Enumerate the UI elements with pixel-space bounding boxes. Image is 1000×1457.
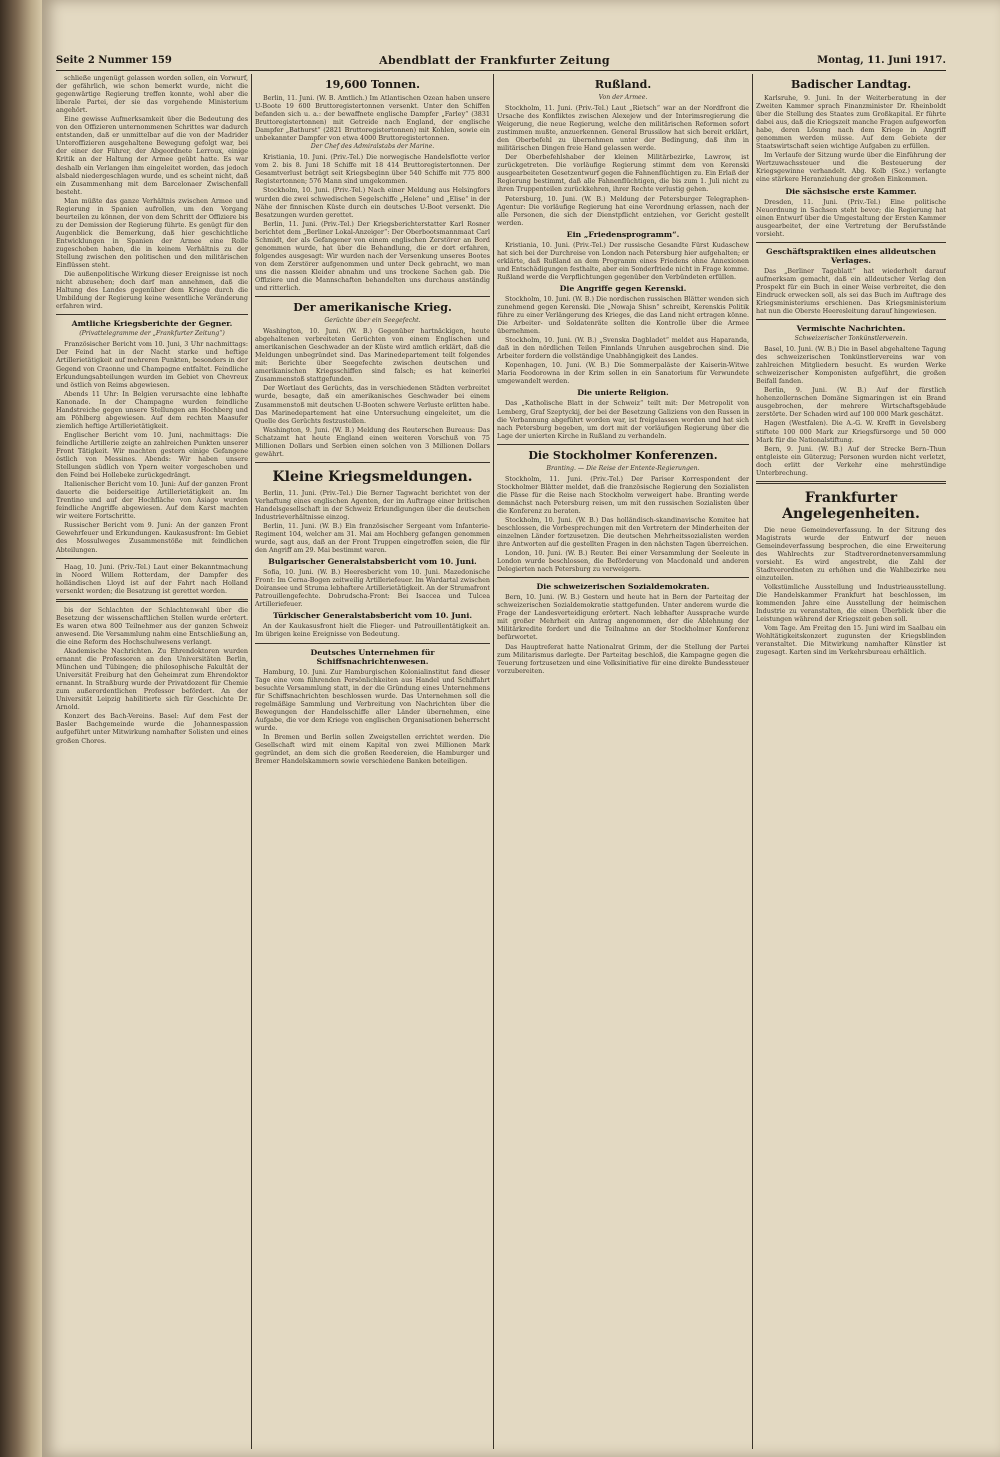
section-subheading: Schweizerischer Tonkünstlerverein. [794, 335, 908, 343]
article-paragraph: Englischer Bericht vom 10. Juni, nachmittags: Die feindliche Artillerie zeigte an zahlreichen Punkten unserer Front Tätigkeit. Wir machten gestern einige Gefangene östlich von Messines. Abends: Wir haben unsere Stellungen südlich von Ypern weiter vorgeschoben und den Feind bei Hollebeke zurückgedrängt. [56, 430, 248, 480]
article-paragraph: Basel, 10. Juni. (W. B.) Die in Basel abgehaltene Tagung des schweizerischen Tonkünstlervereins war von zahlreichen Mitgliedern besucht. Es wurden Werke schweizerischer Komponisten aufgeführt, die großen Beifall fanden. [756, 345, 946, 386]
article-paragraph: Stockholm, 11. Juni. (Priv.-Tel.) Laut „Rietsch“ war an der Nordfront die Ursache des Konfliktes zwischen Alexejew und der Interimsregierung die Weigerung, die neue Regierung, welche den militärischen Reformen sofort zustimmen mußte, anzuerkennen. General Brussilow hat sich bereit erklärt, den Oberbefehl zu übernehmen unter der Bedingung, daß ihm in militärischen Dingen freie Hand gelassen werde. [497, 104, 749, 153]
column-1 [56, 74, 248, 1449]
article-paragraph: Bern, 10. Juni. (W. B.) Gestern und heute hat in Bern der Parteitag der schweizerischen Sozialdemokratie stattgefunden. Unter anderem wurde die Frage der Landesverteidigung erörtert. Nach lebhafter Aussprache wurde mit großer Mehrheit ein Antrag angenommen, der die Ablehnung der Militärkredite fordert und die Teilnahme an der Stockholmer Konferenz befürwortet. [497, 593, 749, 642]
section-heading: Türkischer Generalstabsbericht vom 10. Juni. [272, 611, 473, 621]
article-paragraph: bis der Schlachten der Schlachtenwahl über die Besetzung der wissenschaftlichen Stellen wurde erörtert. Es waren etwa 800 Teilnehmer aus der ganzen Schweiz anwesend. Die Versammlung nahm eine Entschließung an, die eine Reform des Hochschulwesens verlangt. [56, 605, 248, 646]
article-paragraph: Die außenpolitische Wirkung dieser Ereignisse ist noch nicht abzusehen; doch darf man annehmen, daß die Haltung des Landes gegenüber dem Kriege durch die Umbildung der Regierung keine wesentliche Veränderung erfahren wird. [56, 270, 248, 311]
article-headline: 19,600 Tonnen. [324, 78, 420, 91]
article-paragraph: Abends 11 Uhr: In Belgien verursachte eine lebhafte Kanonade. In der Champagne wurden feindliche Handstreiche gegen unsere Stellungen am Hochberg und am Pöhlberg abgewiesen. Auf dem rechten Maasufer ziemlich heftige Artillerietätigkeit. [56, 389, 248, 430]
section-heading: Die Angriffe gegen Kerenski. [559, 283, 687, 293]
article-paragraph: Die neue Gemeindeverfassung. In der Sitzung des Magistrats wurde der Entwurf der neuen Gemeindeverfassung besprochen, die eine Erweiterung des Wahlrechts zur Stadtverordnetenversammlung vorsieht. Es wird angestrebt, die Zahl der Stadtverordneten zu erhöhen und die Wahlbezirke neu einzuteilen. [756, 525, 946, 583]
section-heading: Vermischte Nachrichten. [796, 324, 906, 334]
section-heading: Die unierte Religion. [577, 388, 669, 398]
header-masthead: Abendblatt der Frankfurter Zeitung [379, 53, 610, 67]
section-heading: Ein „Friedensprogramm“. [566, 229, 680, 239]
section-subheading: Gerüchte über ein Seegefecht. [324, 317, 421, 325]
article-headline: Der amerikanische Krieg. [293, 301, 452, 315]
section-rule [255, 462, 490, 463]
article-paragraph: Kristiania, 10. Juni. (Priv.-Tel.) Der russische Gesandte Fürst Kudaschew hat sich bei der Durchreise von London nach Petersburg hier aufgehalten; er erklärte, daß Rußland an dem Programm eines Friedens ohne Annexionen und Entschädigungen festhalte, aber ein Sonderfriede nicht in Frage komme. Rußland werde die Verpflichtungen gegenüber den Verbündeten erfüllen. [497, 240, 749, 281]
article-paragraph: Im Verlaufe der Sitzung wurde über die Einführung der Wertzuwachssteuer und die Besteuerung der Kriegsgewinne verhandelt. Abg. Kolb (Soz.) verlangte eine stärkere Heranziehung der großen Einkommen. [756, 151, 946, 184]
article-paragraph: Das Hauptreferat hatte Nationalrat Grimm, der die Stellung der Partei zum Militarismus darlegte. Der Parteitag beschloß, die Kampagne gegen die Teuerung fortzusetzen und eine Volksinitiative für eine direkte Bundessteuer vorzubereiten. [497, 642, 749, 675]
article-paragraph: Akademische Nachrichten. Zu Ehrendoktoren wurden ernannt die Professoren an den Universitäten Berlin, München und Tübingen; die philosophische Fakultät der Universität Freiburg hat den Geheimrat zum Ehrendoktor ernannt. In Straßburg wurde der Privatdozent für Chemie zum außerordentlichen Professor befördert. An der Universität Leipzig habilitierte sich für Geschichte Dr. Arnold. [56, 647, 248, 712]
header-rule [56, 70, 946, 71]
column-4 [756, 74, 946, 1449]
article-paragraph: Kristiania, 10. Juni. (Priv.-Tel.) Die norwegische Handelsflotte verlor vom 2. bis 8. Juni 18 Schiffe mit 18 414 Bruttoregistertonnen. Der Gesamtverlust beträgt seit Kriegsbeginn über 540 Schiffe mit 775 800 Registertonnen; 576 Mann sind umgekommen. [255, 153, 490, 186]
article-paragraph: Stockholm, 10. Juni. (W. B.) „Svenska Dagbladet“ meldet aus Haparanda, daß in den nördlichen Teilen Finnlands Unruhen ausgebrochen sind. Die Arbeiter fordern die vollständige Unabhängigkeit des Landes. [497, 336, 749, 361]
section-subheading: Branting. — Die Reise der Entente-Regierungen. [546, 464, 700, 472]
article-paragraph: schließe ungenügt gelassen worden sollen, ein Vorwurf, der gefährlich, wie schon bemerkt wurde, nicht die gegenwärtige Regierung treffen konnte, wohl aber die liberale Partei, der sie das vorgehende Ministerium angehört. [56, 74, 248, 115]
section-rule [497, 444, 749, 445]
article-headline: Frankfurter Angelegenheiten. [782, 489, 920, 522]
article-paragraph: Hamburg, 10. Juni. Zur Hamburgischen Kolonialinstitut fand dieser Tage eine vom führenden Persönlichkeiten aus Handel und Schiffahrt besuchte Versammlung statt, in der die Gründung eines Unternehmens für Schiffsnachrichten beschlossen wurde. Das Unternehmen soll die regelmäßige Sammlung und Verbreitung von Nachrichten über die Bewegungen der Handelsschiffe aller Länder übernehmen, eine Aufgabe, die vor dem Kriege von englischen Organisationen beherrscht wurde. [255, 667, 490, 732]
article-paragraph: Stockholm, 10. Juni. (W. B.) Das holländisch-skandinavische Komitee hat beschlossen, die Vorbesprechungen mit den Vertretern der Minderheiten der einzelnen Länder fortzusetzen. Die deutschen Mehrheitssozialisten werden ihre Antworten auf die gestellten Fragen in den nächsten Tagen überreichen. [497, 515, 749, 549]
article-paragraph: Das „Berliner Tageblatt“ hat wiederholt darauf aufmerksam gemacht, daß ein alldeutscher Verlag den Prospekt für ein Buch in einer Weise verbreitet, die den Eindruck erwecken soll, als sei das Buch im Auftrage des Kriegsministeriums erschienen. Das Kriegsministerium hat nun die Oberste Heeresleitung darauf hingewiesen. [756, 266, 946, 315]
section-subheading: (Privattelegramme der „Frankfurter Zeitung“) [79, 330, 225, 338]
article-headline: Kleine Kriegsmeldungen. [272, 468, 473, 485]
column-3 [497, 74, 749, 1449]
article-paragraph: Vom Tage. Am Freitag den 15. Juni wird im Saalbau ein Wohltätigkeitskonzert zugunsten der Kriegsblinden veranstaltet. Die Mitwirkung namhafter Künstler ist zugesagt. Karten sind im Verkehrsbureau erhältlich. [756, 624, 946, 657]
article-headline: Die Stockholmer Konferenzen. [528, 448, 718, 462]
article-headline: Badischer Landtag. [790, 78, 912, 91]
section-rule [497, 577, 749, 578]
book-spine [0, 0, 42, 1457]
section-heading: Die sächsische erste Kammer. [785, 186, 917, 196]
article-paragraph: Stockholm, 11. Juni. (Priv.-Tel.) Der Pariser Korrespondent der Stockholmer Blätter meldet, daß die französische Regierung den Sozialisten die Pässe für die Reise nach Stockholm verweigert habe. Branting werde demnächst nach Petersburg reisen, um mit den russischen Sozialisten über die Konferenz zu beraten. [497, 474, 749, 515]
column-divider [493, 74, 494, 1449]
section-rule [56, 314, 248, 315]
column-2 [255, 74, 490, 1449]
article-paragraph: Das „Katholische Blatt in der Schweiz“ teilt mit: Der Metropolit von Lemberg, Graf Szeptyckij, der bei der Besetzung Galiziens von den Russen in die Verbannung abgeführt worden war, ist freigelassen worden und hat sich nach Petersburg begeben, um dort mit der vorläufigen Regierung über die Lage der unierten Kirche in Rußland zu verhandeln. [497, 399, 749, 440]
section-heading: Amtliche Kriegsberichte der Gegner. [71, 319, 233, 329]
header-page-number: Seite 2 Nummer 159 [56, 54, 172, 66]
article-paragraph: Man müßte das ganze Verhältnis zwischen Armee und Regierung in Spanien aufrollen, um den Vorgang beurteilen zu können, der von dem Schritt der Offiziere bis zu der Demission der Regierung führte. Es genügt für den Augenblick die Bemerkung, daß hier geschichtliche Entwicklungen in Spanien der Armee eine Rolle zugeschoben haben, die in keinem Verhältnis zu der Stellung zwischen den politischen und den militärischen Einflüssen steht. [56, 196, 248, 270]
article-paragraph: Karlsruhe, 9. Juni. In der Weiterberatung in der Zweiten Kammer sprach Finanzminister Dr. Rheinboldt über die Stellung des Staates zum Großkapital. Er führte dabei aus, daß die Kriegszeit manche Fragen aufgeworfen habe, deren Lösung nach dem Kriege in Angriff genommen werden müsse. Auf dem Gebiete der Staatswirtschaft seien wichtige Aufgaben zu erfüllen. [756, 94, 946, 151]
article-paragraph: Berlin, 11. Juni. (Priv.-Tel.) Die Berner Tagwacht berichtet von der Verhaftung eines englischen Agenten, der im Auftrage einer britischen Handelsgesellschaft in der Schweiz Erkundigungen über die deutschen Industrieverhältnisse einzog. [255, 488, 490, 521]
section-rule [56, 599, 248, 602]
article-paragraph: Sofia, 10. Juni. (W. B.) Heeresbericht vom 10. Juni. Mazedonische Front: Im Cerna-Bogen zeitweilig Artilleriefeuer. Im Wardartal zwischen Doiransee und Struma lebhaftere Artillerietätigkeit. An der Strumafront Patrouillengefechte. Dobrudscha-Front: Bei Isaccea und Tulcea Artilleriefeuer. [255, 568, 490, 609]
column-divider [752, 74, 753, 1449]
article-paragraph: Petersburg, 10. Juni. (W. B.) Meldung der Petersburger Telegraphen-Agentur: Die vorläufige Regierung hat eine Verordnung erlassen, nach der alle Personen, die sich der Dienstpflicht entziehen, vor Gericht gestellt werden. [497, 194, 749, 227]
article-paragraph: Haag, 10. Juni. (Priv.-Tel.) Laut einer Bekanntmachung in Noord Willem Rotterdam, der Dampfer des holländischen Lloyd ist auf der Fahrt nach Holland versenkt worden; die Besatzung ist gerettet worden. [56, 562, 248, 595]
article-headline: Rußland. [594, 78, 652, 91]
article-paragraph: Berlin, 11. Juni. (W. B.) Ein französischer Sergeant vom Infanterie-Regiment 104, welcher am 31. Mai am Hochberg gefangen genommen wurde, sagt aus, daß an der Front Truppen eingetroffen seien, die für den Angriff am 29. Mai bestimmt waren. [255, 522, 490, 555]
article-signature: Der Chef des Admiralstabs der Marine. [310, 143, 435, 151]
section-rule [756, 319, 946, 320]
section-heading: Geschäftspraktiken eines alldeutschen Verlages. [766, 246, 936, 265]
section-subheading: Von der Armee. [598, 94, 648, 101]
article-paragraph: Washington, 9. Juni. (W. B.) Meldung des Reuterschen Bureaus: Das Schatzamt hat heute England einen weiteren Vorschuß von 75 Millionen Dollars und Serbien einen solchen von 3 Millionen Dollars gewährt. [255, 425, 490, 458]
column-divider [251, 74, 252, 1449]
section-heading: Deutsches Unternehmen für Schiffsnachrichtenwesen. [310, 647, 435, 666]
article-paragraph: Bern, 9. Juni. (W. B.) Auf der Strecke Bern–Thun entgleiste ein Güterzug; Personen wurden nicht verletzt, doch erlitt der Verkehr eine mehrstündige Unterbrechung. [756, 444, 946, 477]
section-rule [255, 296, 490, 297]
article-paragraph: Italienischer Bericht vom 10. Juni: Auf der ganzen Front dauerte die beiderseitige Artillerietätigkeit an. Im Trentino und auf der Hochfläche von Asiago wurden feindliche Angriffe abgewiesen. Auf dem Karst machten wir weitere Fortschritte. [56, 480, 248, 521]
article-paragraph: Berlin, 9. Juni. (W. B.) Auf der fürstlich hohenzollernschen Domäne Sigmaringen ist ein Brand ausgebrochen, der mehrere Wirtschaftsgebäude zerstörte. Der Schaden wird auf 100 000 Mark geschätzt. [756, 386, 946, 419]
header-date: Montag, 11. Juni 1917. [817, 54, 946, 66]
article-paragraph: Berlin, 11. Juni. (Priv.-Tel.) Der Kriegsberichterstatter Karl Rosner berichtet dem „Berliner Lokal-Anzeiger“: Der Oberbootsmannmaat Carl Schmidt, der als Gefangener von einem englischen Zerstörer an Bord genommen wurde, hat über die Behandlung, die er dort erfahren, folgendes ausgesagt: Wir wurden nach der Versenkung unseres Bootes von dem Zerstörer aufgenommen und unter Deck gebracht, wo man uns die nassen Kleider abnahm und uns trockene Sachen gab. Die Offiziere und die Mannschaften behandelten uns durchaus anständig und ritterlich. [255, 219, 490, 293]
article-paragraph: Washington, 10. Juni. (W. B.) Gegenüber hartnäckigen, heute abgehaltenen verbreiteten Gerüchten von einem Englischen und amerikanischen Geschwader an der Küste wird amtlich erklärt, daß die Meldungen unbegründet sind. Das Marinedepartement teilt folgendes mit: Berichte über Seegefechte zwischen deutschen und amerikanischen Kriegsschiffen sind falsch; es hat keinerlei Zusammenstoß stattgefunden. [255, 327, 490, 384]
article-paragraph: Der Wortlaut des Gerüchts, das in verschiedenen Städten verbreitet wurde, besagte, daß ein amerikanisches Geschwader bei einem Zusammenstoß mit deutschen U-Booten schwere Verluste erlitten habe. Das Marinedepartement hat eine Untersuchung eingeleitet, um die Quelle des Gerüchts festzustellen. [255, 384, 490, 425]
section-rule [756, 481, 946, 484]
article-paragraph: Dresden, 11. Juni. (Priv.-Tel.) Eine politische Neuordnung in Sachsen steht bevor; die Regierung hat einen Entwurf über die Umgestaltung der Ersten Kammer ausgearbeitet, der eine Vertretung der Berufsstände vorsieht. [756, 197, 946, 238]
article-paragraph: Der Oberbefehlshaber der kleinen Militärbezirke, Lawrow, ist zurückgetreten. Die vorläufige Regierung stimmt dem von Kerenski ausgearbeiteten Gesetzentwurf gegen die Fahnenflüchtigen zu. Ein Erlaß der Regierung bestimmt, daß alle Fahnenflüchtigen, die bis zum 1. Juli nicht zu ihren Truppenteilen zurückkehren, ihrer Rechte verlustig gehen. [497, 153, 749, 194]
article-paragraph: Französischer Bericht vom 10. Juni, 3 Uhr nachmittags: Der Feind hat in der Nacht starke und heftige Artillerietätigkeit auf mehreren Punkten, besonders in der Gegend von Craonne und Champagne entfaltet. Feindliche Erkundungsabteilungen wurden im Gebiet von Chevreux und östlich von Reims abgewiesen. [56, 340, 248, 389]
article-paragraph: Konzert des Bach-Vereins. Basel: Auf dem Fest der Basler Bachgemeinde wurde die Johannespassion aufgeführt unter Mitwirkung namhafter Solisten und eines großen Chores. [56, 712, 248, 745]
article-paragraph: Russischer Bericht vom 9. Juni: An der ganzen Front Gewehrfeuer und Erkundungen. Kaukasusfront: Im Gebiet des Mossulweges Zusammenstöße mit feindlichen Abteilungen. [56, 521, 248, 554]
section-heading: Die schweizerischen Sozialdemokraten. [536, 582, 710, 592]
article-paragraph: Berlin, 11. Juni. (W. B. Amtlich.) Im Atlantischen Ozean haben unsere U-Boote 19 600 Bruttoregistertonnen versenkt. Unter den Schiffen befanden sich u. a.: der bewaffnete englische Dampfer „Farley“ (3831 Bruttoregistertonnen) mit Getreide nach England, der englische Dampfer „Bathurst“ (2821 Bruttoregistertonnen) mit Kohlen, sowie ein unbekannter Dampfer von etwa 4000 Bruttoregistertonnen. [255, 94, 490, 143]
article-paragraph: Kopenhagen, 10. Juni. (W. B.) Die Sommerpaläste der Kaiserin-Witwe Maria Feodorowna in der Krim sollen in ein Sanatorium für Verwundete umgewandelt werden. [497, 361, 749, 386]
article-paragraph: Eine gewisse Aufmerksamkeit über die Bedeutung des von den Offizieren unternommenen Schrittes war dadurch entstanden, daß er unmittelbar auf die von der Madrider Unteroffizieren ausgehaltene Bewegung gefolgt war, bei der einer der Führer, der Abgeordnete Lerroux, einige Kritik an der Haltung der Armee geübt hatte. Es war deshalb ein Verlangen ihm eingeleitet worden, das jedoch alsbald niedergeschlagen wurde, und es scheint nicht, daß ein Zusammenhang mit dem Barcelonaer Zwischenfall besteht. [56, 115, 248, 196]
article-paragraph: An der Kaukasusfront hielt die Flieger- und Patrouillentätigkeit an. Im übrigen keine Ereignisse von Bedeutung. [255, 622, 490, 639]
section-rule [56, 558, 248, 559]
article-paragraph: Stockholm, 10. Juni. (Priv.-Tel.) Nach einer Meldung aus Helsingfors wurden die zwei schwedischen Segelschiffe „Helene“ und „Elise“ in der Nähe der finnischen Küste durch ein deutsches U-Boot versenkt. Die Besatzungen wurden gerettet. [255, 186, 490, 219]
article-paragraph: Hagen (Westfalen). Die A.-G. W. Krefft in Gevelsberg stiftete 100 000 Mark zur Kriegsfürsorge und 50 000 Mark für die Nationalstiftung. [756, 419, 946, 444]
article-paragraph: Stockholm, 10. Juni. (W. B.) Die nordischen russischen Blätter wenden sich zunehmend gegen Kerenski. Die „Nowaja Shisn“ schreibt, Kerenskis Politik führe zu einer Verlängerung des Krieges, die das Land nicht ertragen könne. Die Arbeiter- und Soldatenräte sollten die Kontrolle über die Armee übernehmen. [497, 294, 749, 336]
article-paragraph: London, 10. Juni. (W. B.) Reuter. Bei einer Versammlung der Seeleute in London wurde beschlossen, die Beförderung von Macdonald und anderen Delegierten nach Petersburg zu verweigern. [497, 549, 749, 574]
page-header [56, 52, 946, 68]
section-heading: Bulgarischer Generalstabsbericht vom 10. Juni. [268, 557, 477, 567]
section-rule [255, 643, 490, 644]
article-paragraph: Volkstümliche Ausstellung und Industrieausstellung. Die Handelskammer Frankfurt hat beschlossen, im kommenden Jahre eine Ausstellung der heimischen Industrie zu veranstalten, die einen Überblick über die Leistungen während der Kriegszeit geben soll. [756, 583, 946, 624]
article-paragraph: In Bremen und Berlin sollen Zweigstellen errichtet werden. Die Gesellschaft wird mit einem Kapital von zwei Millionen Mark gegründet, an dem sich die großen Reedereien, die Hamburger und Bremer Handelskammern sowie verschiedene Banken beteiligen. [255, 732, 490, 766]
section-rule [756, 242, 946, 243]
